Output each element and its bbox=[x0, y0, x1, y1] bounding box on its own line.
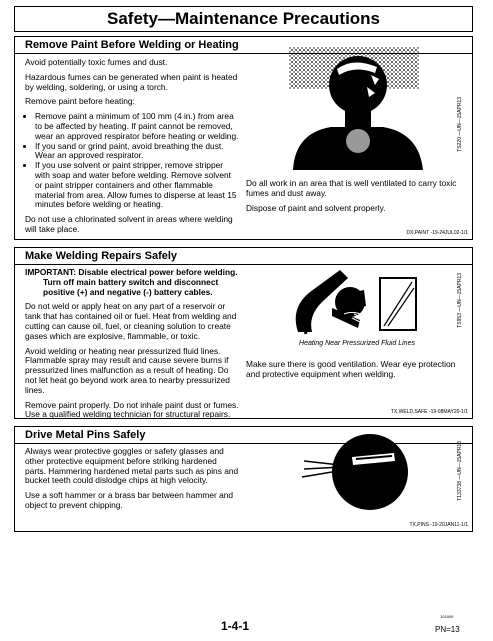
left-column bbox=[25, 58, 240, 240]
list-item: • If you use solvent or paint stripper, remove stripper with soap and water before welding. Remove solvent or paint stripper containers and other flammable material from area. Allow fumes to disperse at least 15 minutes before welding or heating. bbox=[35, 161, 240, 210]
page-number: 1-4-1 bbox=[221, 619, 250, 633]
left-column bbox=[25, 447, 240, 516]
image-caption: Heating Near Pressurized Fluid Lines bbox=[299, 340, 415, 347]
important-rest: Turn off main battery switch and disconnect positive (+) and negative (-) battery cables. bbox=[43, 276, 219, 297]
paragraph: Do all work in an area that is well ventilated to carry toxic fumes and dust away. bbox=[246, 178, 457, 198]
image-code: TS220 —UN—15APR13 bbox=[457, 97, 463, 152]
paragraph: Use a soft hammer or a brass bar between hammer and object to prevent chipping. bbox=[25, 490, 234, 510]
reference-code: TX,PINS -19-20JAN11-1/1 bbox=[409, 522, 468, 528]
paragraph: Dispose of paint and solvent properly. bbox=[246, 202, 386, 213]
section-heading: Remove Paint Before Welding or Heating bbox=[15, 37, 472, 54]
welding-hazard-illustration bbox=[288, 268, 426, 338]
paragraph: Remove paint before heating: bbox=[25, 96, 135, 107]
paragraph: Always wear protective goggles or safety glasses and other protective equipment before striking hardened parts. Hammering hardened metal parts such as pins and bucket teeth could dislodge chips at high velocity. bbox=[25, 446, 239, 486]
list-item: • Remove paint a minimum of 100 mm (4 in.) from area to be affected by heating. If paint cannot be removed, wear an approved respirator before heating or welding. bbox=[35, 112, 240, 141]
section-heading: Drive Metal Pins Safely bbox=[15, 427, 472, 444]
reference-code: DX,PAINT -19-24JUL02-1/1 bbox=[406, 230, 468, 236]
right-column bbox=[246, 179, 468, 218]
bullet-list bbox=[25, 112, 240, 210]
pn-label: PN=13 bbox=[435, 625, 460, 634]
flying-chips-illustration bbox=[298, 431, 423, 513]
paragraph: Do not use a chlorinated solvent in areas where welding will take place. bbox=[25, 214, 233, 234]
image-code: TS953 —UN—15APR13 bbox=[457, 273, 463, 328]
paragraph: Remove paint properly. Do not inhale paint dust or fumes. Use a qualified welding technician for structural repairs. bbox=[25, 399, 239, 420]
paragraph: Hazardous fumes can be generated when paint is heated by welding, soldering, or using a torch. bbox=[25, 71, 238, 92]
important-notice bbox=[25, 268, 240, 297]
right-column bbox=[246, 360, 468, 385]
page-code: 101909 bbox=[440, 614, 454, 619]
section-remove-paint bbox=[14, 36, 473, 240]
important-lead: IMPORTANT: Disable electrical power before welding. bbox=[25, 267, 238, 277]
page-title: Safety—Maintenance Precautions bbox=[14, 6, 473, 32]
paragraph: Make sure there is good ventilation. Wear eye protection and protective equipment when welding. bbox=[246, 359, 456, 379]
section-welding-repairs bbox=[14, 247, 473, 419]
toxic-fumes-illustration bbox=[283, 45, 433, 170]
paragraph: Avoid welding or heating near pressurized fluid lines. Flammable spray may result and cause severe burns if pressurized lines malfunction as a result of heating. Do not let heat go beyond work area to nearby pressurized lines. bbox=[25, 345, 230, 395]
list-item: • If you sand or grind paint, avoid breathing the dust. Wear an approved respirator. bbox=[35, 142, 240, 162]
paragraph: Do not weld or apply heat on any part of a reservoir or tank that has contained oil or fuel. Heat from welding and cutting can cause oil, fuel, or cleaning solution to create gases which are explosive, flammable, or toxic. bbox=[25, 301, 237, 341]
section-heading: Make Welding Repairs Safely bbox=[15, 248, 472, 265]
paragraph: Avoid potentially toxic fumes and dust. bbox=[25, 57, 168, 67]
left-column bbox=[25, 268, 240, 425]
reference-code: TX,WELD,SAFE -19-08MAY20-1/1 bbox=[390, 409, 468, 415]
section-drive-pins bbox=[14, 426, 473, 532]
image-code: T133738 —UN—15APR13 bbox=[457, 441, 463, 501]
